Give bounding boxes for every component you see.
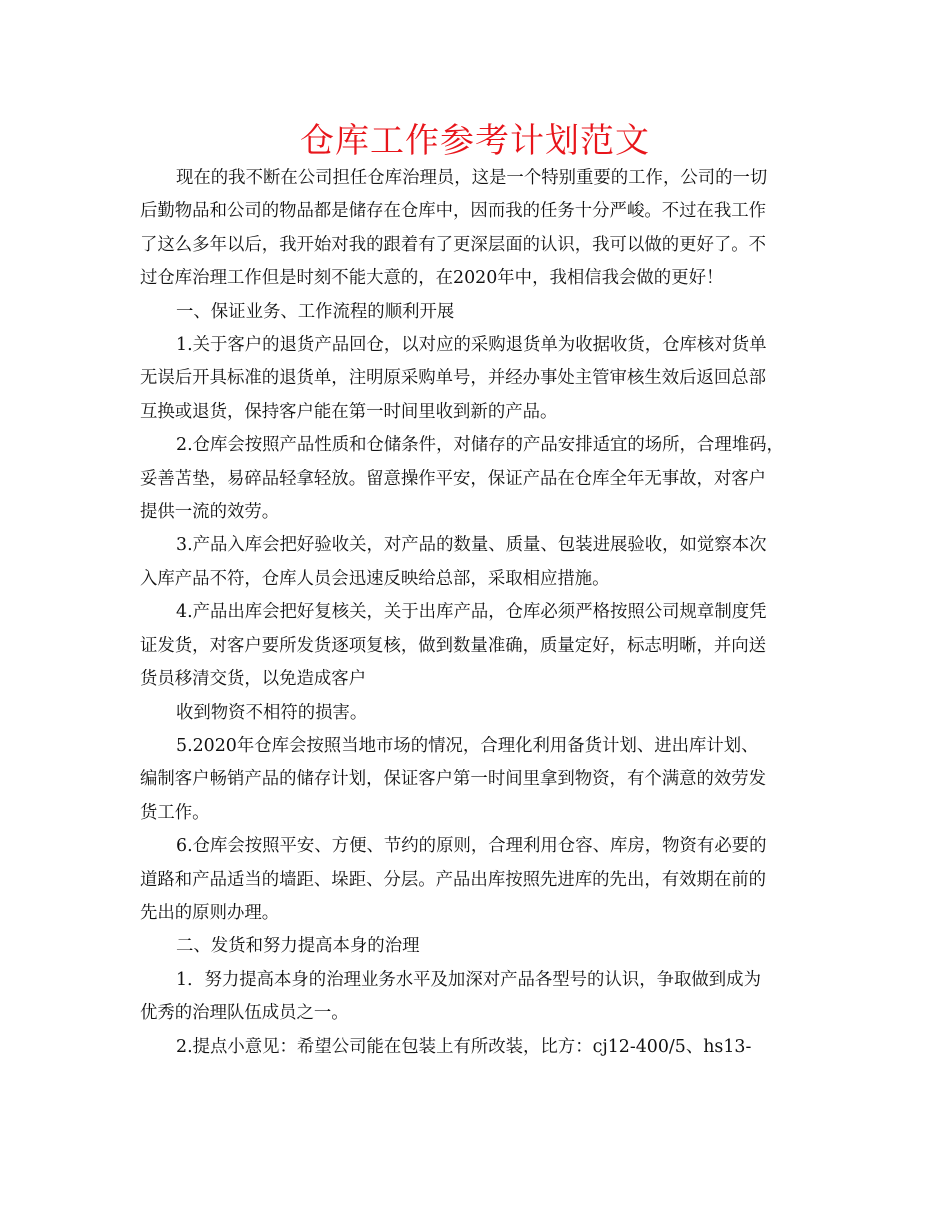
paragraph-line: 4.产品出库会把好复核关，关于出库产品，仓库必须严格按照公司规章制度凭 (176, 602, 767, 623)
list-item-b2 (140, 1031, 812, 1064)
list-item-3 (140, 529, 812, 596)
list-item-4-continued (140, 697, 812, 730)
document-body (140, 162, 812, 1064)
paragraph-line: 收到物资不相符的损害。 (176, 702, 368, 723)
paragraph-line: 证发货，对客户要所发货逐项复核，做到数量准确，质量定好，标志明晰，并向送 (140, 635, 767, 656)
list-item-2 (140, 429, 812, 529)
list-item-4 (140, 596, 812, 696)
paragraph-line: 货工作。 (140, 802, 210, 823)
paragraph-line: 编制客户畅销产品的储存计划，保证客户第一时间里拿到物资，有个满意的效劳发 (140, 769, 767, 790)
document-title: 仓库工作参考计划范文 (300, 121, 650, 161)
paragraph-intro (140, 162, 812, 296)
paragraph-line: 6.仓库会按照平安、方便、节约的原则，合理利用仓容、库房，物资有必要的 (176, 836, 767, 857)
section-heading-1 (140, 296, 812, 329)
paragraph-line: 了这么多年以后，我开始对我的跟着有了更深层面的认识，我可以做的更好了。不 (140, 234, 767, 255)
section-heading-2 (140, 930, 812, 963)
paragraph-line: 货员移清交货，以免造成客户 (140, 669, 367, 690)
list-item-5 (140, 730, 812, 830)
paragraph-line: 无误后开具标准的退货单，注明原采购单号，并经办事处主管审核生效后返回总部 (140, 368, 767, 389)
paragraph-line: 优秀的治理队伍成员之一。 (140, 1003, 349, 1024)
paragraph-line: 入库产品不符，仓库人员会迅速反映给总部，采取相应措施。 (140, 568, 610, 589)
paragraph-line: 5.2020年仓库会按照当地市场的情况，合理化利用备货计划、进出库计划、 (176, 735, 759, 756)
paragraph-line: 3.产品入库会把好验收关，对产品的数量、质量、包装进展验收，如觉察本次 (176, 535, 767, 556)
paragraph-line: 提供一流的效劳。 (140, 502, 280, 523)
paragraph-line: 后勤物品和公司的物品都是储存在仓库中，因而我的任务十分严峻。不过在我工作 (140, 201, 767, 222)
list-item-6 (140, 830, 812, 930)
list-item-b1 (140, 964, 812, 1031)
paragraph-line: 2.提点小意见：希望公司能在包装上有所改装，比方：cj12-400/5、hs13- (176, 1036, 752, 1057)
paragraph-line: 1.关于客户的退货产品回仓，以对应的采购退货单为收据收货，仓库核对货单 (176, 335, 767, 356)
list-item-1 (140, 329, 812, 429)
paragraph-line: 现在的我不断在公司担任仓库治理员，这是一个特别重要的工作，公司的一切 (176, 168, 768, 188)
paragraph-line: 先出的原则办理。 (140, 902, 280, 923)
paragraph-line: 妥善苫垫，易碎品轻拿轻放。留意操作平安，保证产品在仓库全年无事故，对客户 (140, 468, 767, 489)
paragraph-line: 过仓库治理工作但是时刻不能大意的，在2020年中，我相信我会做的更好！ (140, 268, 724, 289)
paragraph-line: 互换或退货，保持客户能在第一时间里收到新的产品。 (140, 401, 558, 422)
paragraph-line: 道路和产品适当的墙距、垛距、分层。产品出库按照先进库的先出，有效期在前的 (140, 869, 767, 890)
paragraph-line: 2.仓库会按照产品性质和仓储条件，对储存的产品安排适宜的场所，合理堆码， (176, 435, 784, 456)
paragraph-line: 1．努力提高本身的治理业务水平及加深对产品各型号的认识，争取做到成为 (176, 969, 761, 990)
paragraph-line: 一、保证业务、工作流程的顺利开展 (176, 301, 455, 322)
paragraph-line: 二、发货和努力提高本身的治理 (176, 936, 420, 957)
